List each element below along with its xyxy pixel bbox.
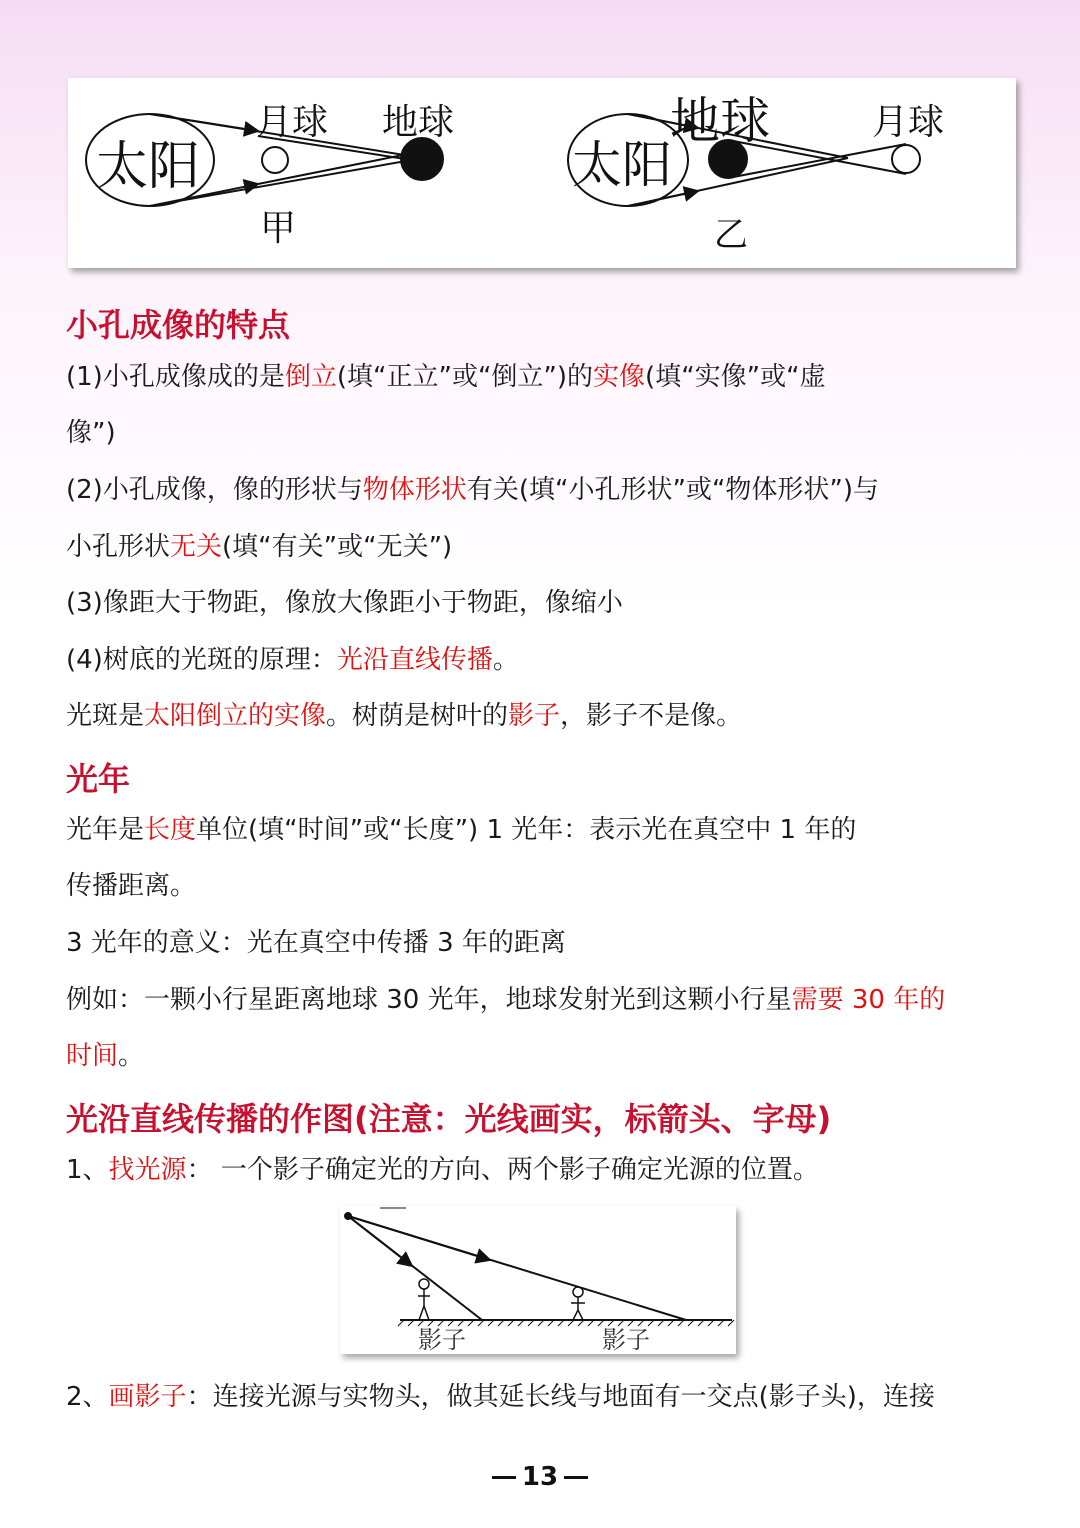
ray-1-arrow xyxy=(348,1216,412,1266)
text-segment: 像”) xyxy=(66,418,116,448)
moon-label-a: 月球 xyxy=(256,102,329,143)
person-2 xyxy=(571,1287,585,1320)
caption-a: 甲 xyxy=(260,208,297,249)
text-line xyxy=(66,586,623,620)
text-segment: 光斑是 xyxy=(66,701,145,731)
earth-label-a: 地球 xyxy=(382,102,455,143)
highlight-answer: 光沿直线传播 xyxy=(336,645,493,675)
text-segment: 小孔形状 xyxy=(66,532,171,562)
text-segment: (4)树底的光斑的原理： xyxy=(66,645,337,675)
text-line xyxy=(66,530,452,564)
highlight-answer: 无关 xyxy=(170,532,223,562)
page-dash-right xyxy=(564,1476,588,1479)
highlight-answer: 物体形状 xyxy=(362,475,467,505)
text-segment: 传播距离。 xyxy=(66,871,197,901)
text-segment: 。 xyxy=(492,645,519,675)
text-segment: (1)小孔成像成的是 xyxy=(66,362,285,392)
text-line xyxy=(66,1380,935,1414)
sun-label-a: 太阳 xyxy=(96,137,201,197)
person-1 xyxy=(418,1279,430,1320)
text-segment: (填“实像”或“虚 xyxy=(645,362,826,392)
text-line xyxy=(66,416,116,450)
text-line xyxy=(66,926,566,960)
section-heading-ray-drawing: 光沿直线传播的作图(注意：光线画实，标箭头、字母) xyxy=(66,1100,832,1138)
highlight-answer: 影子 xyxy=(508,701,561,731)
shadow-figure xyxy=(340,1206,736,1354)
text-line xyxy=(66,1039,144,1073)
text-segment: (填“正立”或“倒立”)的 xyxy=(336,362,594,392)
text-line xyxy=(66,983,945,1017)
page-number xyxy=(0,1462,1080,1492)
text-segment: 。树荫是树叶的 xyxy=(326,701,509,731)
eclipse-diagram xyxy=(68,78,1016,268)
moon-circle-b xyxy=(892,145,920,173)
text-segment: 1、 xyxy=(66,1155,109,1185)
text-segment: 例如：一颗小行星距离地球 30 光年，地球发射光到这颗小行星 xyxy=(66,985,792,1015)
earth-circle-a xyxy=(401,138,443,180)
earth-label-b: 地球 xyxy=(670,92,770,150)
highlight-answer: 长度 xyxy=(144,815,197,845)
text-segment: (2)小孔成像，像的形状与 xyxy=(66,475,363,505)
highlight-answer: 实像 xyxy=(593,362,646,392)
text-segment: 2、 xyxy=(66,1382,109,1412)
highlight-answer: 画影子 xyxy=(108,1382,187,1412)
highlight-answer: 倒立 xyxy=(284,362,337,392)
text-line xyxy=(66,360,826,394)
shadow-label-2: 影子 xyxy=(602,1326,650,1354)
text-segment: 光年是 xyxy=(66,815,145,845)
text-line xyxy=(66,699,742,733)
section-heading-light-year: 光年 xyxy=(66,760,131,798)
shadow-label-1: 影子 xyxy=(418,1326,466,1354)
text-segment: 有关(填“小孔形状”或“物体形状”)与 xyxy=(466,475,880,505)
highlight-answer: 需要 30 年的 xyxy=(791,985,946,1015)
text-segment: 3 光年的意义：光在真空中传播 3 年的距离 xyxy=(66,928,566,958)
text-line xyxy=(66,473,879,507)
shadow-diagram xyxy=(340,1206,736,1354)
text-line xyxy=(66,1153,819,1187)
highlight-answer: 时间 xyxy=(66,1041,119,1071)
text-segment: ，影子不是像。 xyxy=(560,701,743,731)
page-dash-left xyxy=(492,1476,516,1479)
text-line xyxy=(66,869,196,903)
sun-label-b: 太阳 xyxy=(572,136,672,194)
highlight-answer: 太阳倒立的实像 xyxy=(144,701,327,731)
caption-b: 乙 xyxy=(714,215,748,255)
text-segment: ：连接光源与实物头，做其延长线与地面有一交点(影子头)，连接 xyxy=(186,1382,935,1412)
text-segment: (3)像距大于物距，像放大像距小于物距，像缩小 xyxy=(66,588,623,618)
moon-circle-a xyxy=(262,147,288,173)
ray-upper-arrow-a xyxy=(150,114,258,131)
text-line xyxy=(66,813,856,847)
text-segment: 单位(填“时间”或“长度”) 1 光年：表示光在真空中 1 年的 xyxy=(196,815,857,845)
text-line xyxy=(66,643,519,677)
text-segment: 。 xyxy=(118,1041,145,1071)
eclipse-figure xyxy=(68,78,1016,268)
moon-label-b: 月球 xyxy=(872,102,945,143)
page-number-value: 13 xyxy=(521,1462,559,1492)
text-segment: (填“有关”或“无关”) xyxy=(222,532,453,562)
highlight-answer: 找光源 xyxy=(108,1155,187,1185)
ray-2-arrow xyxy=(348,1216,490,1260)
section-heading-pinhole: 小孔成像的特点 xyxy=(66,306,291,344)
text-segment: ： 一个影子确定光的方向、两个影子确定光源的位置。 xyxy=(186,1155,819,1185)
